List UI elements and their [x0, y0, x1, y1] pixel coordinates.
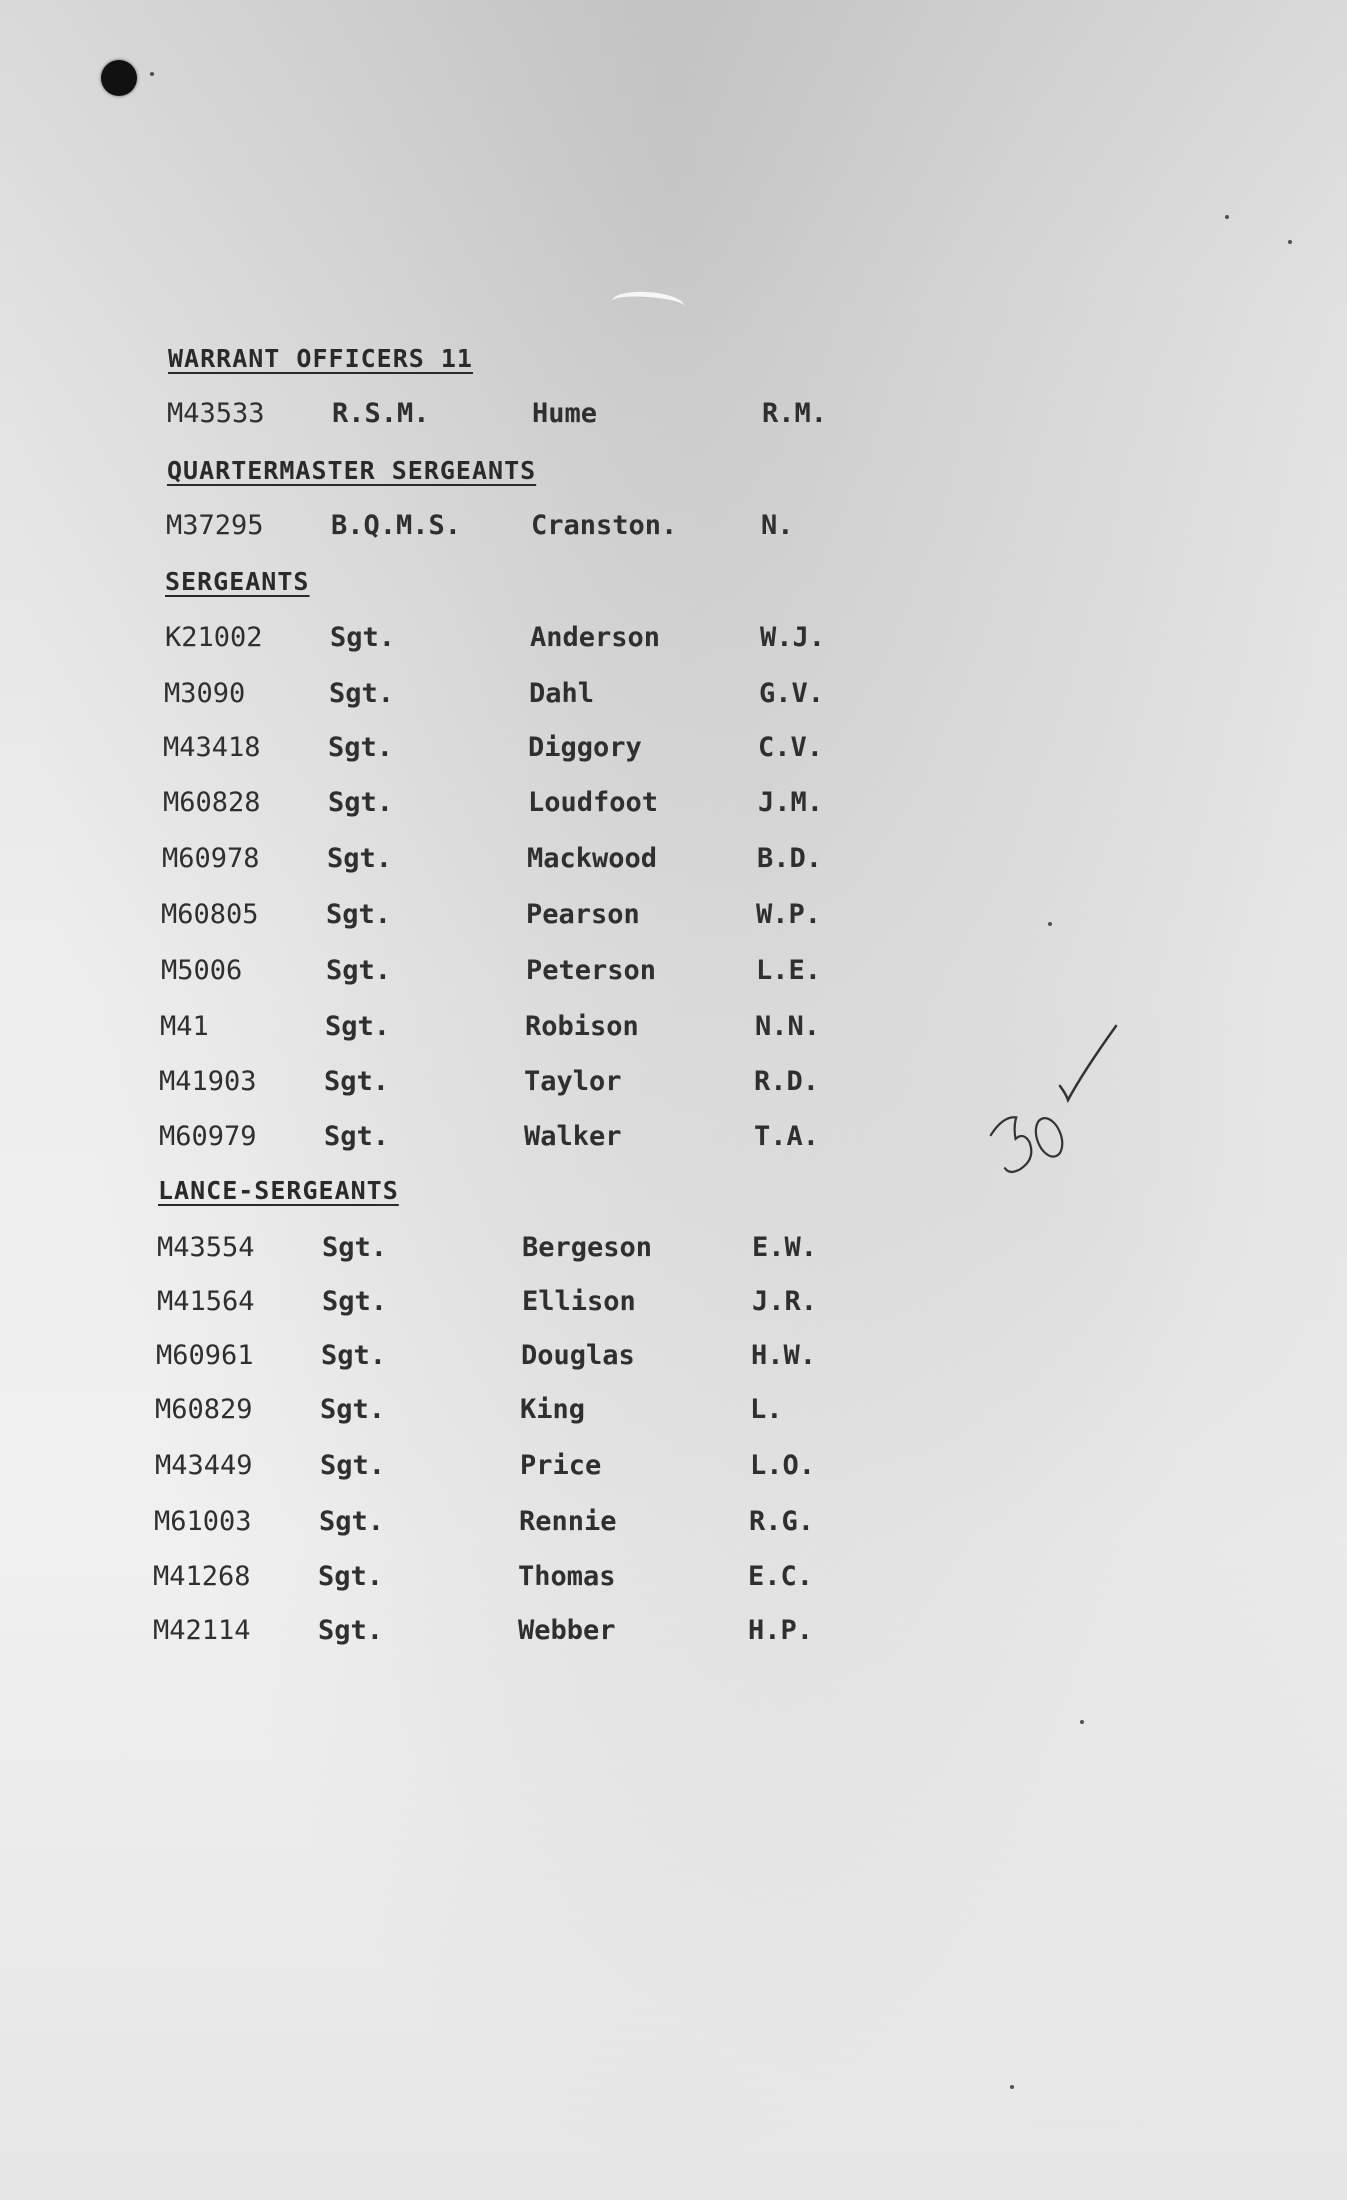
surname: Bergeson — [522, 1232, 653, 1263]
rank: R.S.M. — [332, 398, 430, 429]
rank: Sgt. — [318, 1561, 384, 1592]
service-number: M43554 — [157, 1232, 255, 1263]
surname: Webber — [518, 1615, 616, 1646]
service-number: M41564 — [157, 1286, 255, 1317]
initials: E.W. — [752, 1232, 818, 1263]
rank: Sgt. — [325, 1011, 391, 1042]
handwritten-annotation — [968, 1022, 1128, 1222]
service-number: M41 — [160, 1011, 209, 1042]
rank: Sgt. — [322, 1232, 388, 1263]
service-number: M60978 — [162, 843, 260, 874]
initials: L.E. — [756, 955, 822, 986]
surname: Dahl — [529, 678, 595, 709]
surname: Ellison — [522, 1286, 636, 1317]
service-number: M43418 — [163, 732, 261, 763]
initials: N. — [761, 510, 794, 541]
check-mark-icon — [1060, 1026, 1116, 1100]
rank: Sgt. — [320, 1394, 386, 1425]
rank: Sgt. — [321, 1340, 387, 1371]
surname: Robison — [525, 1011, 639, 1042]
service-number: K21002 — [165, 622, 263, 653]
rank: Sgt. — [328, 732, 394, 763]
rank: Sgt. — [326, 899, 392, 930]
service-number: M37295 — [166, 510, 264, 541]
initials: H.W. — [751, 1340, 817, 1371]
service-number: M61003 — [154, 1506, 252, 1537]
surname: Diggory — [528, 732, 642, 763]
initials: B.D. — [757, 843, 823, 874]
surname: Pearson — [526, 899, 640, 930]
surname: Walker — [524, 1121, 622, 1152]
rank: Sgt. — [324, 1121, 390, 1152]
service-number: M3090 — [164, 678, 246, 709]
surname: Thomas — [518, 1561, 616, 1592]
rank: Sgt. — [328, 787, 394, 818]
rank: Sgt. — [329, 678, 395, 709]
surname: King — [520, 1394, 586, 1425]
rank: Sgt. — [322, 1286, 388, 1317]
service-number: M60805 — [161, 899, 259, 930]
surname: Douglas — [521, 1340, 635, 1371]
initials: R.D. — [754, 1066, 820, 1097]
initials: J.M. — [758, 787, 824, 818]
service-number: M60961 — [156, 1340, 254, 1371]
surname: Mackwood — [527, 843, 658, 874]
initials: L. — [750, 1394, 783, 1425]
service-number: M5006 — [161, 955, 243, 986]
section-heading: SERGEANTS — [165, 567, 310, 596]
initials: G.V. — [759, 678, 825, 709]
rank: Sgt. — [327, 843, 393, 874]
surname: Taylor — [524, 1066, 622, 1097]
section-heading: WARRANT OFFICERS 11 — [168, 344, 473, 373]
section-heading: QUARTERMASTER SERGEANTS — [167, 456, 537, 485]
initials: W.P. — [756, 899, 822, 930]
rank: B.Q.M.S. — [331, 510, 462, 541]
rank: Sgt. — [326, 955, 392, 986]
initials: J.R. — [752, 1286, 818, 1317]
service-number: M60829 — [155, 1394, 253, 1425]
initials: R.G. — [749, 1506, 815, 1537]
rank: Sgt. — [318, 1615, 384, 1646]
section-heading: LANCE-SERGEANTS — [158, 1176, 399, 1205]
surname: Anderson — [530, 622, 661, 653]
rank: Sgt. — [330, 622, 396, 653]
surname: Cranston. — [531, 510, 678, 541]
surname: Peterson — [526, 955, 657, 986]
handwritten-number — [987, 1103, 1067, 1175]
rank: Sgt. — [324, 1066, 390, 1097]
service-number: M43533 — [167, 398, 265, 429]
service-number: M60979 — [159, 1121, 257, 1152]
initials: W.J. — [760, 622, 826, 653]
service-number: M41268 — [153, 1561, 251, 1592]
initials: R.M. — [762, 398, 828, 429]
initials: H.P. — [748, 1615, 814, 1646]
service-number: M43449 — [155, 1450, 253, 1481]
initials: N.N. — [755, 1011, 821, 1042]
initials: L.O. — [750, 1450, 816, 1481]
rank: Sgt. — [319, 1506, 385, 1537]
service-number: M42114 — [153, 1615, 251, 1646]
service-number: M60828 — [163, 787, 261, 818]
surname: Price — [520, 1450, 602, 1481]
service-number: M41903 — [159, 1066, 257, 1097]
surname: Hume — [532, 398, 598, 429]
initials: T.A. — [754, 1121, 820, 1152]
initials: C.V. — [758, 732, 824, 763]
surname: Loudfoot — [528, 787, 659, 818]
rank: Sgt. — [320, 1450, 386, 1481]
surname: Rennie — [519, 1506, 617, 1537]
initials: E.C. — [748, 1561, 814, 1592]
